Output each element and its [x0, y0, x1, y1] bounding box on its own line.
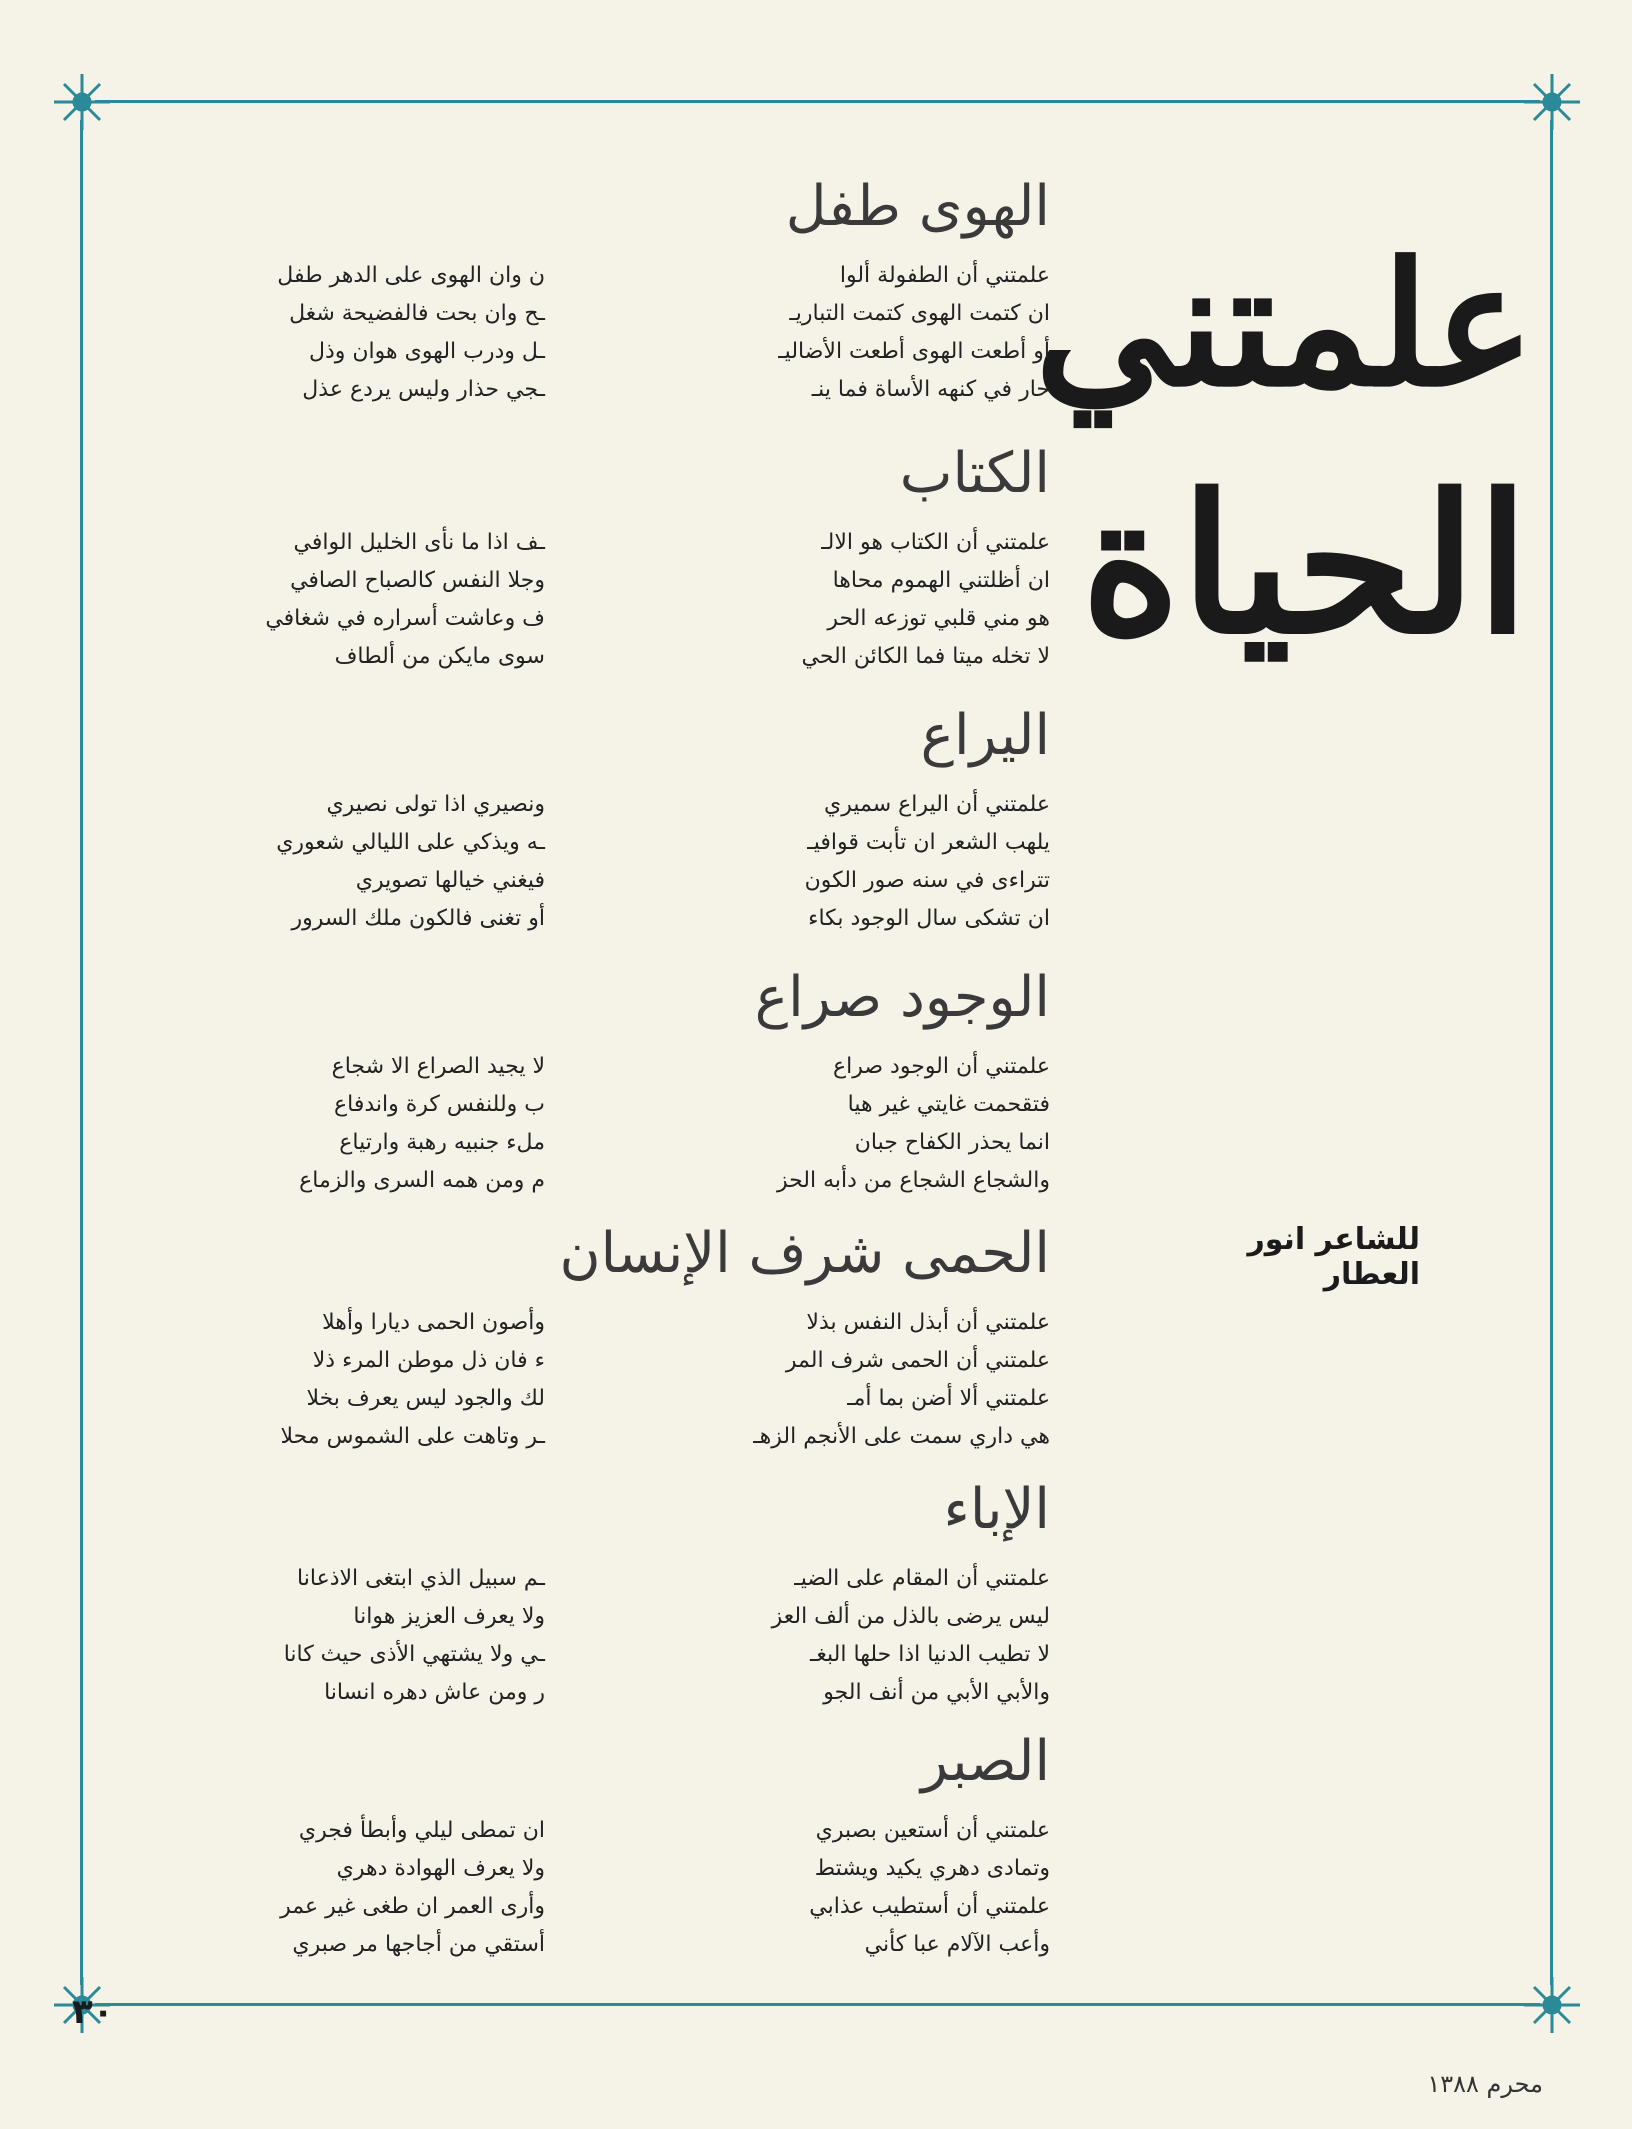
- verse-line: حار في كنهه الأساة فما ينـ: [811, 377, 1050, 402]
- author-credit: للشاعر انور العطار: [1247, 1222, 1420, 1292]
- verse-line: يلهب الشعر ان تأبت قوافيـ: [807, 830, 1050, 855]
- verse-line: علمتني ألا أضن بما أمـ: [847, 1386, 1050, 1411]
- verse-line: ـجي حذار وليس يردع عذل: [302, 377, 545, 402]
- verse-line: ليس يرضى بالذل من ألف العز: [771, 1604, 1050, 1629]
- footer-date: محرم ١٣٨٨: [1427, 2070, 1543, 2098]
- verse-line: ان أظلتني الهموم محاها: [832, 568, 1050, 593]
- verse-line: علمتني أن الحمى شرف المر: [785, 1348, 1050, 1373]
- verse-line: علمتني أن الوجود صراع: [833, 1054, 1050, 1079]
- verse-left-column: [140, 786, 545, 938]
- verse-left-column: [140, 1304, 545, 1456]
- verse-line: علمتني أن أبذل النفس بذلا: [806, 1310, 1050, 1335]
- verse-line: أستقي من أجاجها مر صبري: [292, 1932, 545, 1957]
- verse-line: ان تشكى سال الوجود بكاء: [808, 906, 1050, 931]
- verse-line: لا يجيد الصراع الا شجاع: [331, 1054, 545, 1079]
- verse-line: ف وعاشت أسراره في شغافي: [265, 606, 545, 631]
- verse-line: ـي ولا يشتهي الأذى حيث كانا: [283, 1642, 545, 1667]
- verse-line: ب وللنفس كرة واندفاع: [333, 1092, 545, 1117]
- verse-line: وأرى العمر ان طغى غير عمر: [280, 1894, 545, 1919]
- section-title: اليراع: [920, 703, 1050, 768]
- verse-line: م ومن همه السرى والزماع: [299, 1168, 545, 1193]
- verse-left-column: [140, 257, 545, 409]
- page-title-line1: علمتني: [1034, 225, 1535, 425]
- verse-line: فيغني خيالها تصويري: [355, 868, 545, 893]
- verse-line: علمتني أن الكتاب هو الالـ: [821, 530, 1050, 555]
- verse-line: ان تمطى ليلي وأبطأ فجري: [298, 1818, 545, 1843]
- frame-top-line: [95, 100, 1540, 103]
- verse-left-column: [140, 1048, 545, 1200]
- verse-line: علمتني أن اليراع سميري: [824, 792, 1050, 817]
- verse-line: علمتني أن المقام على الضيـ: [794, 1566, 1050, 1591]
- verse-line: فتقحمت غايتي غير هيا: [847, 1092, 1050, 1117]
- verse-line: ـف اذا ما نأى الخليل الوافي: [293, 530, 545, 555]
- verse-left-column: [140, 1560, 545, 1712]
- verse-line: وأعب الآلام عبا كأني: [864, 1932, 1050, 1957]
- star-flower-ornament-icon: [52, 72, 112, 132]
- verse-line: ـر وتاهت على الشموس محلا: [280, 1424, 545, 1449]
- verse-line: ـم سبيل الذي ابتغى الاذعانا: [297, 1566, 545, 1591]
- page-number: ٣٠: [72, 1992, 114, 2032]
- verse-line: علمتني أن أستعين بصبري: [815, 1818, 1050, 1843]
- verse-line: ان كتمت الهوى كتمت التباريـ: [789, 301, 1050, 326]
- verse-line: انما يحذر الكفاح جبان: [854, 1130, 1050, 1155]
- verse-line: هو مني قلبي توزعه الحر: [827, 606, 1050, 631]
- section-title: الإباء: [943, 1477, 1050, 1542]
- verse-line: وأصون الحمى ديارا وأهلا: [322, 1310, 545, 1335]
- verse-line: ء فان ذل موطن المرء ذلا: [312, 1348, 545, 1373]
- verse-line: تتراءى في سنه صور الكون: [804, 868, 1050, 893]
- verse-right-column: [640, 1812, 1050, 1964]
- verse-line: ـح وان بحت فالفضيحة شغل: [289, 301, 545, 326]
- verse-right-column: [640, 257, 1050, 409]
- verse-line: وجلا النفس كالصباح الصافي: [290, 568, 545, 593]
- verse-line: ـل ودرب الهوى هوان وذل: [308, 339, 545, 364]
- section-title: الهوى طفل: [785, 174, 1050, 239]
- star-flower-ornament-icon: [1522, 1975, 1582, 2035]
- verse-line: ر ومن عاش دهره انسانا: [324, 1680, 545, 1705]
- verse-right-column: [640, 1304, 1050, 1456]
- verse-left-column: [140, 524, 545, 676]
- verse-line: علمتني أن أستطيب عذابي: [809, 1894, 1050, 1919]
- verse-line: سوى مايكن من ألطاف: [334, 644, 545, 669]
- verse-line: لا تطيب الدنيا اذا حلها البغـ: [809, 1642, 1050, 1667]
- section-title: الوجود صراع: [754, 965, 1050, 1030]
- verse-line: ن وان الهوى على الدهر طفل: [277, 263, 545, 288]
- verse-line: والأبي الأبي من أنف الجو: [823, 1680, 1050, 1705]
- verse-line: والشجاع الشجاع من دأبه الحز: [776, 1168, 1050, 1193]
- verse-right-column: [640, 786, 1050, 938]
- verse-line: ـه ويذكي على الليالي شعوري: [276, 830, 545, 855]
- verse-line: ولا يعرف العزيز هوانا: [353, 1604, 545, 1629]
- verse-right-column: [640, 1048, 1050, 1200]
- frame-right-line: [1550, 120, 1553, 1985]
- verse-line: ولا يعرف الهوادة دهري: [336, 1856, 545, 1881]
- verse-line: لا تخله ميتا فما الكائن الحي: [801, 644, 1050, 669]
- verse-line: أو تغنى فالكون ملك السرور: [291, 906, 545, 931]
- verse-right-column: [640, 1560, 1050, 1712]
- verse-left-column: [140, 1812, 545, 1964]
- verse-line: ونصيري اذا تولى نصيري: [326, 792, 545, 817]
- verse-line: ملء جنبيه رهبة وارتياع: [339, 1130, 545, 1155]
- verse-right-column: [640, 524, 1050, 676]
- star-flower-ornament-icon: [1522, 72, 1582, 132]
- verse-line: وتمادى دهري يكيد ويشتط: [814, 1856, 1050, 1881]
- section-title: الحمى شرف الإنسان: [559, 1221, 1050, 1286]
- section-title: الصبر: [921, 1729, 1050, 1794]
- section-title: الكتاب: [899, 441, 1050, 506]
- verse-line: هي داري سمت على الأنجم الزهـ: [753, 1424, 1050, 1449]
- verse-line: علمتني أن الطفولة ألوا: [839, 263, 1050, 288]
- frame-bottom-line: [95, 2003, 1540, 2006]
- page-title-line2: الحياة: [1080, 453, 1530, 676]
- verse-line: لك والجود ليس يعرف بخلا: [306, 1386, 545, 1411]
- verse-line: أو أطعت الهوى أطعت الأضاليـ: [778, 339, 1050, 364]
- frame-left-line: [80, 120, 83, 1985]
